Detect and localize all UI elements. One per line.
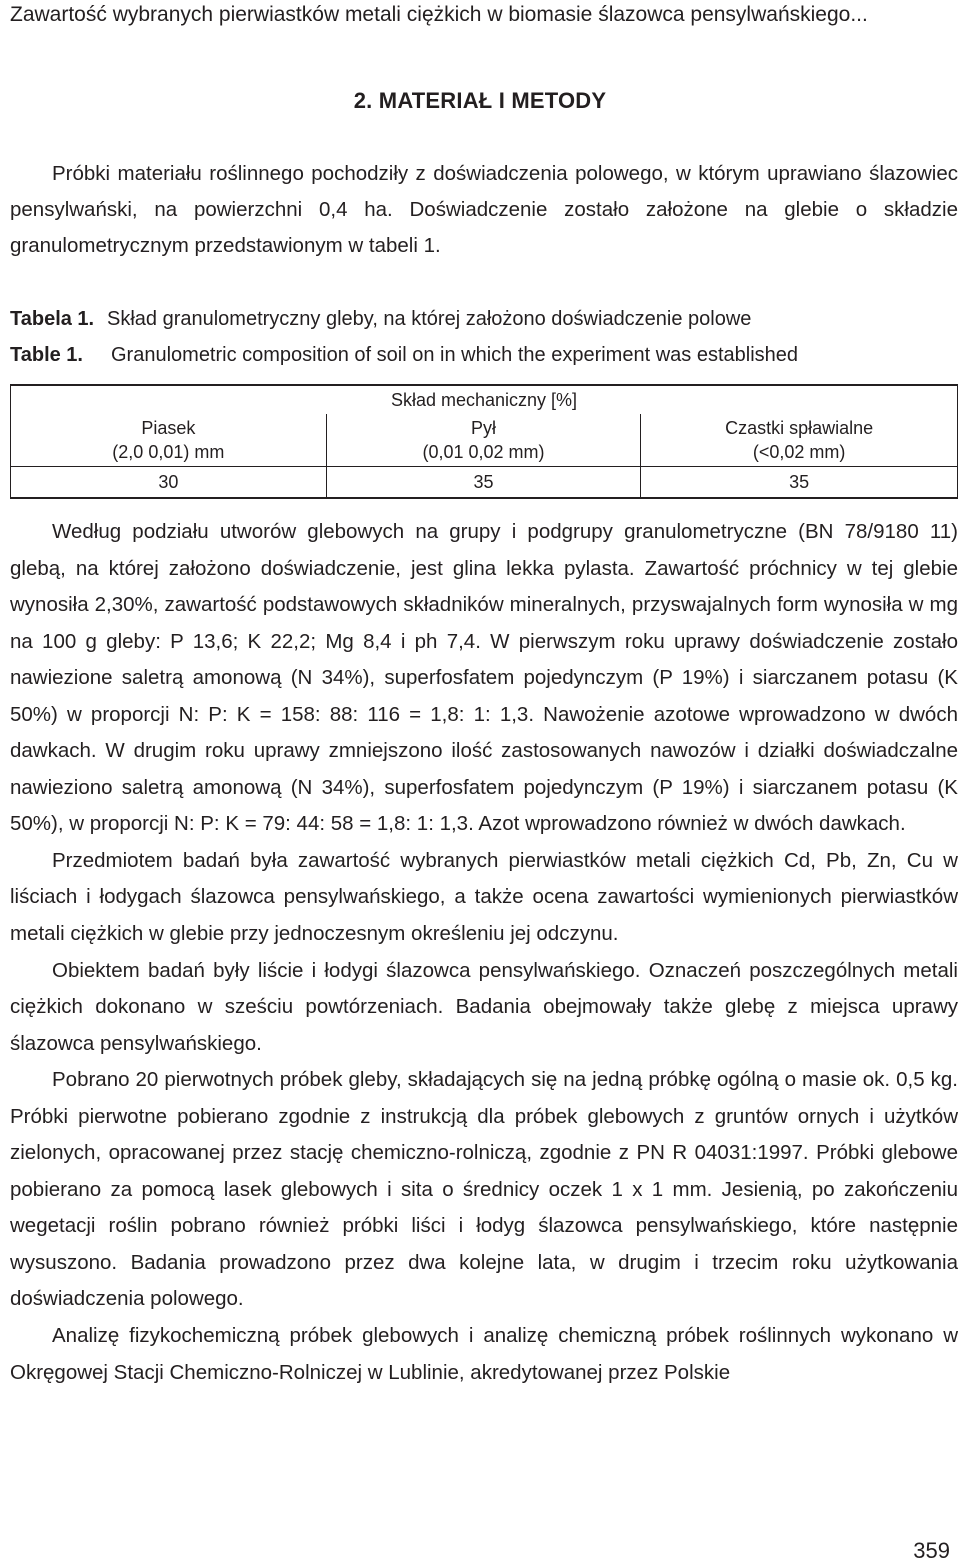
table-cell: 30	[11, 467, 327, 499]
column-range: (2,0 0,01) mm	[112, 442, 225, 462]
granulometric-table	[10, 384, 958, 499]
column-header-sand	[11, 414, 327, 467]
column-range: (<0,02 mm)	[752, 442, 846, 462]
running-head: Zawartość wybranych pierwiastków metali ciężkich w biomasie ślazowca pensylwańskiego...	[10, 3, 868, 26]
paragraph: Przedmiotem badań była zawartość wybranych pierwiastków metali ciężkich Cd, Pb, Zn, Cu w liściach i łodygach ślazowca pensylwańskiego, a także ocena zawartości wymienionych pierwiastków metali ciężkich w glebie przy jednoczesnym określeniu jej odczynu.	[10, 848, 958, 946]
paragraph: Według podziału utworów glebowych na grupy i podgrupy granulometryczne (BN 78/9180 11) glebą, na której założono doświadczenie, jest glina lekka pylasta. Zawartość próchnicy w tej glebie wynosiła 2,30%, zawartość podstawowych składników mineralnych, przyswajalnych form wynosiła w mg na 100 g gleby: P 13,6; K 22,2; Mg 8,4 i ph 7,4. W pierwszym roku uprawy doświadczenie zostało nawiezione saletrą amonową (N 34%), superfosfatem pojedynczym (P 19%) i siarczanem potasu (K 50%) w proporcji N: P: K = 158: 88: 116 = 1,8: 1: 1,3. Nawożenie azotowe wprowadzono w dwóch dawkach. W drugim roku uprawy zmniejszono ilość zastosowanych nawozów i działki doświadczalne nawieziono saletrą amonową (N 34%), superfosfatem pojedynczym (P 19%) i siarczanem potasu (K 50%), w proporcji N: P: K = 79: 44: 58 = 1,8: 1: 1,3. Azot wprowadzono również w dwóch dawkach.	[10, 520, 958, 836]
column-name: Piasek	[141, 418, 196, 438]
body-text	[10, 514, 958, 1391]
table-column-row	[11, 414, 958, 467]
table-caption-pl	[10, 304, 958, 334]
table-caption-en-text: Granulometric composition of soil on in which the experiment was established	[111, 344, 799, 366]
table-caption-pl-text: Skład granulometryczny gleby, na której założono doświadczenie polowe	[107, 308, 752, 330]
table-caption-pl-label: Tabela 1.	[10, 308, 95, 330]
table-group-header: Skład mechaniczny [%]	[11, 385, 958, 414]
intro-paragraph: Próbki materiału roślinnego pochodziły z doświadczenia polowego, w którym uprawiano ślazowiec pensylwański, na powierzchni 0,4 ha. Doświadczenie zostało założone na glebie o składzie granulometrycznym przedstawionym w tabeli 1.	[10, 162, 958, 257]
table-caption-en	[10, 340, 958, 370]
paragraph: Analizę fizykochemiczną próbek glebowych i analizę chemiczną próbek roślinnych wykonano w Okręgowej Stacji Chemiczno-Rolniczej w Lublinie, akredytowanej przez Polskie	[10, 1324, 958, 1384]
table-row	[11, 467, 958, 499]
table-cell: 35	[326, 467, 641, 499]
table-cell: 35	[641, 467, 958, 499]
column-range: (0,01 0,02 mm)	[422, 442, 545, 462]
column-header-clay	[641, 414, 958, 467]
table-caption-en-label: Table 1.	[10, 344, 83, 366]
paragraph: Obiektem badań były liście i łodygi ślazowca pensylwańskiego. Oznaczeń poszczególnych metali ciężkich dokonano w sześciu powtórzeniach. Badania obejmowały także glebę z miejsca uprawy ślazowca pensylwańskiego.	[10, 958, 958, 1055]
section-title: 2. MATERIAŁ I METODY	[353, 88, 607, 113]
page-number: 359	[913, 1538, 950, 1563]
table-header-row	[11, 385, 958, 414]
column-header-silt	[326, 414, 641, 467]
column-name: Czastki spławialne	[725, 418, 874, 438]
paragraph: Pobrano 20 pierwotnych próbek gleby, składających się na jedną próbkę ogólną o masie ok. 0,5 kg. Próbki pierwotne pobierano zgodnie z instrukcją dla próbek glebowych z gruntów ornych i użytków zielonych, opracowanej przez stację chemiczno-rolniczą, zgodnie z PN R 04031:1997. Próbki glebowe pobierano za pomocą lasek glebowych i sita o średnicy oczek 1 x 1 mm. Jesienią, po zakończeniu wegetacji roślin pobrano również próbki liści i łodyg ślazowca pensylwańskiego, które następnie wysuszono. Badania prowadzono przez dwa kolejne lata, w drugim i trzecim roku użytkowania doświadczenia polowego.	[10, 1068, 958, 1311]
column-name: Pył	[470, 418, 496, 438]
